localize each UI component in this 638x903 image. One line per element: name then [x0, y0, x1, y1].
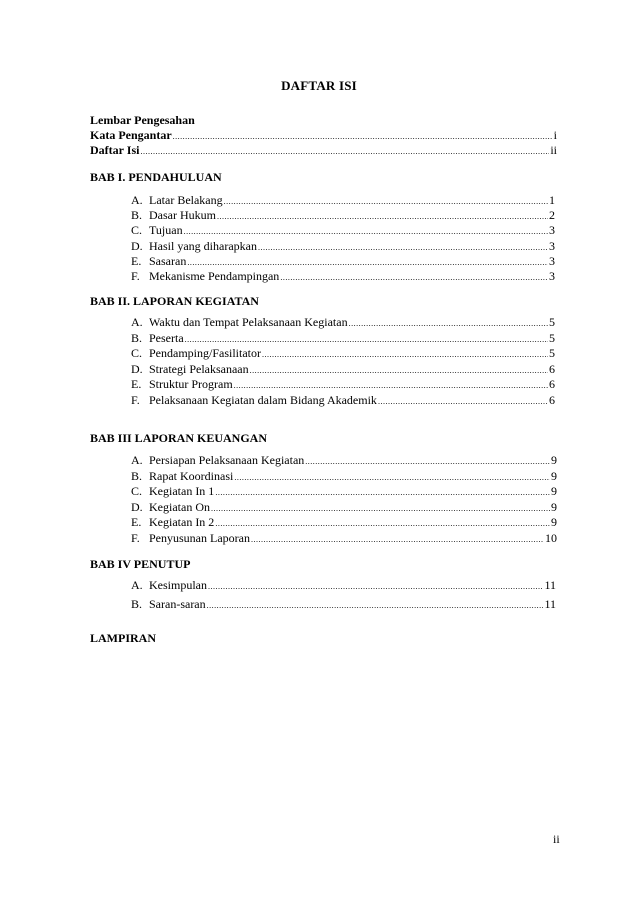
entry-letter: E. [131, 515, 142, 530]
leader-dots [251, 532, 544, 547]
section-heading-bab2: BAB II. LAPORAN KEGIATAN [90, 294, 259, 308]
entry-page: 5 [549, 315, 555, 329]
toc-entry-lembar-pengesahan: Lembar Pengesahan [90, 113, 195, 127]
entry-letter: B. [131, 468, 143, 483]
entry-label: Tujuan [149, 223, 183, 238]
entry-letter: A. [131, 578, 143, 592]
section-heading-lampiran: LAMPIRAN [90, 631, 156, 645]
entry-letter: D. [131, 361, 143, 376]
toc-entry[interactable] [131, 393, 555, 408]
leader-dots [185, 332, 548, 347]
entry-label: Kegiatan On [149, 499, 210, 514]
entry-letter: F. [131, 531, 140, 545]
entry-page: i [553, 128, 557, 142]
leader-dots [234, 378, 548, 393]
leader-dots [215, 516, 550, 531]
leader-dots [184, 224, 548, 239]
page-number: ii [553, 832, 560, 846]
entry-letter: D. [131, 499, 143, 514]
leader-dots [305, 454, 550, 469]
leader-dots [234, 470, 550, 485]
entry-label: Dasar Hukum [149, 208, 216, 223]
entry-page: ii [550, 143, 557, 157]
leader-dots [262, 347, 548, 362]
entry-page: 9 [551, 453, 557, 467]
toc-entry[interactable] [131, 597, 556, 612]
entry-page: 9 [551, 468, 557, 483]
toc-entry[interactable] [131, 531, 557, 546]
leader-dots [208, 579, 543, 594]
toc-entry[interactable] [131, 377, 555, 392]
entry-label: Waktu dan Tempat Pelaksanaan Kegiatan [149, 315, 348, 329]
entry-page: 11 [544, 578, 556, 592]
toc-entry[interactable] [131, 578, 556, 593]
leader-dots [349, 316, 548, 331]
entry-letter: F. [131, 393, 140, 407]
entry-letter: D. [131, 238, 143, 253]
section-heading-bab3: BAB III LAPORAN KEUANGAN [90, 431, 268, 445]
entry-letter: E. [131, 253, 142, 268]
leader-dots [140, 144, 549, 159]
entry-label: Persiapan Pelaksanaan Kegiatan [149, 453, 305, 467]
entry-letter: C. [131, 223, 143, 238]
entry-label: Kegiatan In 1 [149, 484, 215, 499]
entry-label: Pelaksanaan Kegiatan dalam Bidang Akademik [149, 393, 377, 407]
toc-entry-kata-pengantar[interactable] [90, 128, 557, 143]
entry-label: Pendamping/Fasilitator [149, 346, 261, 361]
toc-entry[interactable] [131, 208, 555, 223]
section-heading-bab4: BAB IV PENUTUP [90, 557, 191, 571]
entry-page: 3 [549, 269, 555, 283]
leader-dots [250, 363, 548, 378]
entry-label: Latar Belakang [149, 193, 223, 207]
entry-page: 5 [549, 330, 555, 345]
toc-entry[interactable] [131, 469, 557, 484]
entry-label: Peserta [149, 330, 184, 345]
leader-dots [215, 485, 550, 500]
entry-label: Penyusunan Laporan [149, 531, 250, 545]
entry-letter: A. [131, 193, 143, 207]
toc-entry[interactable] [131, 346, 555, 361]
toc-entry[interactable] [131, 453, 557, 468]
entry-page: 3 [549, 238, 555, 253]
entry-letter: E. [131, 377, 142, 392]
entry-letter: A. [131, 453, 143, 467]
page-title: DAFTAR ISI [281, 78, 357, 93]
toc-entry[interactable] [131, 484, 557, 499]
entry-label: Rapat Koordinasi [149, 468, 234, 483]
toc-entry[interactable] [131, 362, 555, 377]
leader-dots [217, 209, 548, 224]
entry-page: 5 [549, 346, 555, 361]
leader-dots [224, 194, 548, 209]
entry-page: 6 [549, 377, 555, 392]
entry-page: 9 [551, 499, 557, 514]
toc-entry[interactable] [131, 254, 555, 269]
entry-page: 3 [549, 253, 555, 268]
entry-page: 1 [549, 193, 555, 207]
leader-dots [280, 270, 548, 285]
entry-letter: B. [131, 596, 143, 611]
toc-entry[interactable] [131, 239, 555, 254]
entry-page: 10 [545, 531, 557, 545]
toc-entry[interactable] [131, 315, 555, 330]
entry-label: Struktur Program [149, 377, 233, 392]
toc-entry[interactable] [131, 269, 555, 284]
entry-label: Sasaran [149, 253, 187, 268]
leader-dots [258, 240, 548, 255]
entry-label: Kata Pengantar [90, 128, 172, 142]
entry-page: 9 [551, 515, 557, 530]
leader-dots [173, 129, 553, 144]
entry-label: Kegiatan In 2 [149, 515, 215, 530]
entry-page: 2 [549, 208, 555, 223]
entry-label: Mekanisme Pendampingan [149, 269, 280, 283]
entry-page: 6 [549, 393, 555, 407]
entry-letter: C. [131, 484, 143, 499]
toc-entry[interactable] [131, 515, 557, 530]
leader-dots [378, 394, 548, 409]
entry-page: 6 [549, 361, 555, 376]
leader-dots [211, 501, 550, 516]
entry-letter: B. [131, 330, 143, 345]
leader-dots [207, 598, 544, 613]
entry-label: Strategi Pelaksanaan [149, 361, 249, 376]
toc-entry[interactable] [131, 331, 555, 346]
entry-letter: F. [131, 269, 140, 283]
entry-label: Hasil yang diharapkan [149, 238, 257, 253]
entry-label: Saran-saran [149, 596, 206, 611]
section-heading-bab1: BAB I. PENDAHULUAN [90, 170, 222, 184]
entry-letter: B. [131, 208, 143, 223]
leader-dots [187, 255, 548, 270]
entry-letter: C. [131, 346, 143, 361]
entry-page: 11 [544, 596, 556, 611]
entry-letter: A. [131, 315, 143, 329]
entry-label: Kesimpulan [149, 578, 207, 592]
toc-entry[interactable] [131, 193, 555, 208]
toc-entry[interactable] [131, 223, 555, 238]
entry-label: Daftar Isi [90, 143, 140, 157]
toc-entry-daftar-isi[interactable] [90, 143, 557, 158]
toc-entry[interactable] [131, 500, 557, 515]
entry-page: 9 [551, 484, 557, 499]
entry-page: 3 [549, 223, 555, 238]
